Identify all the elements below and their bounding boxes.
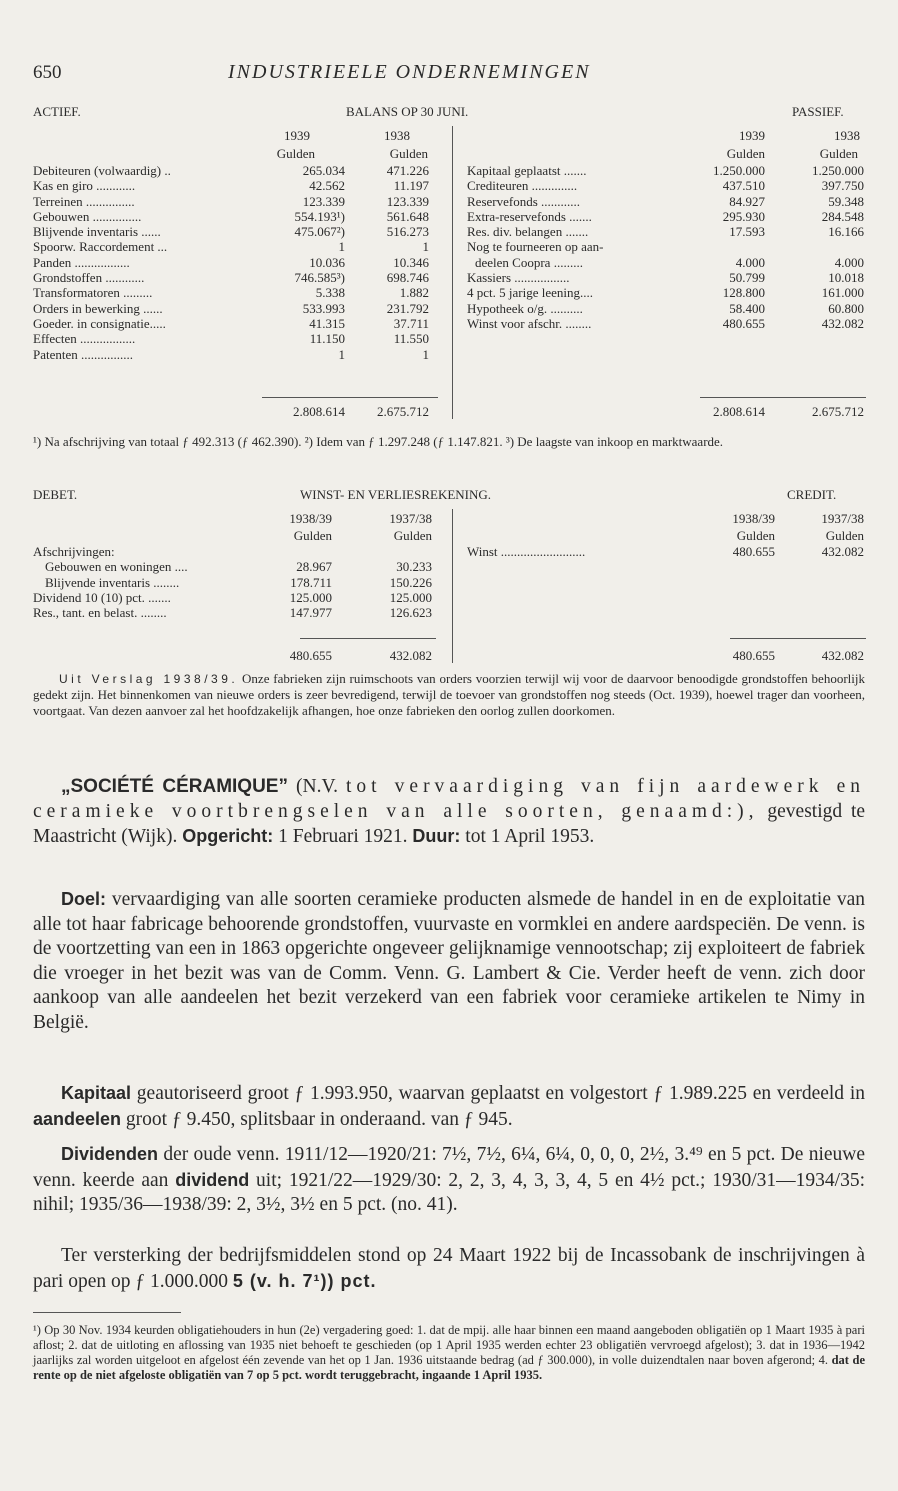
opgericht-label: Opgericht: [182,826,274,846]
debit-unit-1: Gulden [293,528,332,543]
asset-label: Panden ................. [33,254,130,270]
debit-value-1: 125.000 [289,589,332,605]
debit-table [33,544,433,620]
table-row [33,285,433,300]
assets-unit-1: Gulden [276,146,315,161]
table-row [467,255,867,270]
table-row [33,347,433,362]
asset-value-1938: 123.339 [386,193,429,209]
debit-value-1: 28.967 [296,559,332,575]
table-row [467,224,867,239]
liability-label: Nog te fourneeren op aan- [467,239,604,255]
table-row [467,209,867,224]
aandeelen-label: aandeelen [33,1108,122,1129]
table-row [467,285,867,300]
liability-value-1938: 60.800 [828,300,864,316]
duur-value: tot 1 April 1953. [465,826,595,847]
table-row [33,194,433,209]
balance-footnote: ¹) Na afschrijving van totaal ƒ 492.313 (ƒ 462.390). ²) Idem van ƒ 1.297.248 (ƒ 1.147.821. ³) De laagste van inkoop en marktwaarde. [33,434,724,449]
liability-label: Winst voor afschr. ........ [467,315,592,331]
assets-total-1938: 2.675.712 [377,404,429,419]
liability-value-1938: 397.750 [821,178,864,194]
asset-label: Patenten ................ [33,346,134,362]
liability-value-1938: 161.000 [821,285,864,301]
credit-total-1: 480.655 [732,648,775,663]
debit-label: Blijvende inventaris ........ [45,574,180,590]
asset-value-1938: 1.882 [399,285,429,301]
asset-value-1939: 10.036 [309,254,345,270]
pnl-title: WINST- EN VERLIESREKENING. [300,487,492,502]
asset-label: Kas en giro ............ [33,178,136,194]
liability-value-1938: 59.348 [828,193,864,209]
asset-value-1939: 123.339 [302,193,345,209]
debit-total-1: 480.655 [289,648,332,663]
verslag-heading: Uit Verslag 1938/39. [59,672,239,686]
liability-value-1939: 480.655 [722,315,765,331]
table-row [33,270,433,285]
kapitaal-label: Kapitaal [61,1083,132,1103]
liability-label: 4 pct. 5 jarige leening.... [467,285,593,301]
credit-year-2: 1937/38 [821,511,864,526]
debit-label: Dividend 10 (10) pct. ....... [33,589,171,605]
debit-value-2: 30.233 [396,559,432,575]
assets-table [33,163,433,362]
doel-label: Doel: [61,889,106,909]
table-row [33,590,433,605]
dividenden-label: Dividenden [61,1144,159,1164]
liabilities-total-1938: 2.675.712 [812,404,864,419]
table-row [33,209,433,224]
credit-value-2: 432.082 [821,544,864,559]
liability-value-1939: 128.800 [722,285,765,301]
pnl-debet-label: DEBET. [33,487,78,502]
balance-title: BALANS OP 30 JUNI. [346,104,469,119]
debit-label: Res., tant. en belast. ........ [33,605,167,621]
footnote-rule [33,1312,181,1313]
asset-value-1939: 533.993 [302,300,345,316]
dividenden-text-1: der oude venn. 1911/12—1920/21: 7½, 7½, 6¼, 6¼, 0, 0, 0, 2½, 3.⁴⁹ en 5 pct. De nieuwe venn. keerde aan [33,1144,865,1191]
asset-label: Gebouwen ............... [33,208,142,224]
table-row [33,316,433,331]
liability-label: Crediteuren .............. [467,178,578,194]
asset-value-1939: 5.338 [315,285,345,301]
assets-unit-2: Gulden [389,146,428,161]
liabilities-table [467,163,867,331]
liability-value-1938: 16.166 [828,224,864,240]
asset-value-1939: 475.067²) [294,224,345,240]
asset-label: Orders in bewerking ...... [33,300,163,316]
asset-label: Spoorw. Raccordement ... [33,239,168,255]
table-row [467,301,867,316]
versterking-bold: 5 (v. h. 7¹)) pct. [232,1270,377,1291]
asset-label: Grondstoffen ............ [33,270,145,286]
credit-unit-2: Gulden [825,528,864,543]
credit-label: Winst .......................... [467,544,586,559]
pnl-credit-label: CREDIT. [787,487,837,502]
company-description: tot vervaardiging van fijn aardewerk en ceramieke voortbrengselen van alle soorten, genaamd:), [33,776,866,822]
asset-label: Goeder. in consignatie..... [33,315,166,331]
liability-value-1939: 50.799 [729,270,765,286]
debit-label: Afschrijvingen: [33,544,115,559]
asset-label: Debiteuren (volwaardig) .. [33,163,171,178]
assets-total-rule [262,397,438,398]
liability-label: deelen Coopra ......... [475,254,583,270]
debit-value-2: 150.226 [389,574,432,590]
table-row [467,239,867,254]
table-row [33,163,433,178]
debit-total-2: 432.082 [389,648,432,663]
debit-value-1: 147.977 [289,605,332,621]
asset-value-1938: 561.648 [386,208,429,224]
liability-label: Hypotheek o/g. .......... [467,300,583,316]
debit-year-1: 1938/39 [289,511,332,526]
assets-year-1938: 1938 [384,128,410,143]
table-row [467,178,867,193]
asset-value-1939: 41.315 [309,315,345,331]
table-row [467,194,867,209]
liability-value-1939: 4.000 [735,254,765,270]
verslag-text: Onze fabrieken zijn ruimschoots van orders voorzien terwijl wij voor de daarvoor benoodigde grondstoffen behoorlijk gedekt zijn. Het binnenkomen van nieuwe orders is zeer bevredigend, terwijl de toevoer van grondstoffen nog steeds (Oct. 1939), hoewel trager dan voorheen, voortgaat. Van dezen aanvoer zal het hoofdzakelijk afhangen, hoe onze fabrieken den oorlog zullen doorkomen. [33,671,865,718]
credit-total-2: 432.082 [821,648,864,663]
liability-label: Extra-reservefonds ....... [467,208,592,224]
credit-table [467,544,867,559]
table-row [33,301,433,316]
liability-value-1938: 1.250.000 [812,163,864,178]
balance-actief-label: ACTIEF. [33,104,81,119]
liability-value-1938: 4.000 [834,254,864,270]
company-nv: (N.V. [296,776,338,797]
liability-value-1939: 58.400 [729,300,765,316]
asset-value-1939: 265.034 [302,163,345,178]
table-row [467,316,867,331]
doel-text: vervaardiging van alle soorten ceramieke producten alsmede de handel in en de exploitatie van alle tot haar fabricage behoorende grondstoffen, vuurvaste en vormklei en andere aardspeciën. De venn. is de voortzetting van een in 1863 opgerichte ongeveer gelijknamige vennootschap; zij exploiteert de fabriek die vroeger in het bezit was van de Comm. Venn. G. Lambert & Cie. Verder heeft de venn. zich door aankoop van alle aandeelen het bezit verzekerd van een fabriek voor ceramieke artikelen te Nimy in België. [33,889,865,1033]
table-row [467,270,867,285]
debit-label: Gebouwen en woningen .... [45,559,188,575]
liability-value-1939: 295.930 [722,208,765,224]
table-row [33,331,433,346]
company-name: „SOCIÉTÉ CÉRAMIQUE” [61,776,288,797]
debit-value-2: 126.623 [389,605,432,621]
table-row [33,239,433,254]
liability-value-1939: 84.927 [729,193,765,209]
debit-year-2: 1937/38 [389,511,432,526]
liab-unit-2: Gulden [819,146,858,161]
debit-unit-2: Gulden [393,528,432,543]
table-row [33,178,433,193]
liab-unit-1: Gulden [726,146,765,161]
credit-total-rule [730,638,866,639]
asset-value-1938: 1 [422,239,429,255]
assets-year-1939: 1939 [284,128,310,143]
company-seat: gevestigd te Maastricht (Wijk). [33,800,866,847]
table-row [33,559,433,574]
liabilities-total-rule [700,397,866,398]
asset-value-1938: 698.746 [386,270,429,286]
liability-value-1939: 437.510 [722,178,765,194]
table-row [33,605,433,620]
asset-value-1938: 471.226 [386,163,429,178]
table-row [33,544,433,559]
credit-value-1: 480.655 [732,544,775,559]
table-row [467,163,867,178]
asset-label: Effecten ................. [33,331,136,347]
debit-total-rule [300,638,436,639]
liab-year-1939: 1939 [739,128,765,143]
debit-value-2: 125.000 [389,589,432,605]
liability-value-1939: 1.250.000 [713,163,765,178]
page-title: INDUSTRIEELE ONDERNEMINGEN [228,61,591,83]
liability-label: Kassiers ................. [467,270,570,286]
table-row [33,575,433,590]
credit-year-1: 1938/39 [732,511,775,526]
balance-divider [452,126,453,419]
asset-label: Transformatoren ......... [33,285,153,301]
table-row [33,224,433,239]
kapitaal-paragraph [33,1081,865,1132]
asset-value-1938: 37.711 [393,315,429,331]
liability-value-1939: 17.593 [729,224,765,240]
company-section [33,775,865,850]
credit-unit-1: Gulden [736,528,775,543]
asset-value-1938: 1 [422,346,429,362]
asset-value-1938: 11.197 [393,178,429,194]
liabilities-total-1939: 2.808.614 [713,404,765,419]
verslag-paragraph [33,671,865,719]
liability-value-1938: 284.548 [821,208,864,224]
bottom-footnote-bold: dat de rente op de niet afgeloste obligatiën van 7 op 5 pct. wordt teruggebracht, ingaande 1 April 1935. [33,1353,865,1382]
asset-value-1938: 231.792 [386,300,429,316]
liability-value-1938: 10.018 [828,270,864,286]
dividend-label: dividend [175,1169,250,1190]
opgericht-value: 1 Februari 1921. [278,826,408,847]
dividenden-paragraph [33,1142,865,1218]
asset-label: Blijvende inventaris ...... [33,224,161,240]
liab-year-1938: 1938 [834,128,860,143]
versterking-paragraph [33,1244,865,1294]
asset-value-1938: 11.550 [393,331,429,347]
asset-value-1939: 42.562 [309,178,345,194]
asset-value-1938: 516.273 [386,224,429,240]
asset-value-1939: 11.150 [309,331,345,347]
liability-value-1938: 432.082 [821,315,864,331]
dividenden-text-2: uit; 1921/22—1929/30: 2, 2, 3, 4, 3, 3, 4, 5 en 4½ pct.; 1930/31—1934/35: nihil; 1935/36—1938/39: 2, 3½, 3½ en 5 pct. (no. 41). [33,1169,866,1215]
debit-value-1: 178.711 [290,574,332,590]
balance-passief-label: PASSIEF. [792,104,844,119]
asset-value-1939: 1 [338,239,345,255]
duur-label: Duur: [412,826,461,846]
asset-value-1939: 746.585³) [294,270,345,286]
liability-label: Kapitaal geplaatst ....... [467,163,587,178]
doel-paragraph [33,887,865,1035]
asset-label: Terreinen ............... [33,193,135,209]
asset-value-1938: 10.346 [393,254,429,270]
bottom-footnote [33,1323,865,1383]
bottom-footnote-text: ¹) Op 30 Nov. 1934 keurden obligatiehouders in hun (2e) vergadering goed: 1. dat de mpij. alle haar binnen een maand aangeboden obligatiën op 1 Maart 1935 à pari aflost; 2. dat de uitloting en aflossing van 1935 niet behoeft te geschieden (op 1 April 1935 werden echter 23 obligatiën vervroegd afgelost); 3. dat in 1936—1942 jaarlijks zal worden uitgeloot en afgelost één zevende van het op 1 Jan. 1936 uitstaande bedrag (ad ƒ 300.000), in volle duizendtalen naar boven afgerond; 4. [33,1323,865,1367]
pnl-divider [452,509,453,663]
kapitaal-text-2: groot ƒ 9.450, splitsbaar in onderaand. van ƒ 945. [125,1108,513,1130]
table-row [33,255,433,270]
page-number: 650 [33,62,62,83]
asset-value-1939: 554.193¹) [294,208,345,224]
assets-total-1939: 2.808.614 [293,404,345,419]
table-row [467,544,867,559]
kapitaal-text-1: geautoriseerd groot ƒ 1.993.950, waarvan geplaatst en volgestort ƒ 1.989.225 en verdeeld in [136,1083,865,1104]
liability-label: Res. div. belangen ....... [467,224,589,240]
liability-label: Reservefonds ............ [467,193,581,209]
asset-value-1939: 1 [338,346,345,362]
versterking-text: Ter versterking der bedrijfsmiddelen stond op 24 Maart 1922 bij de Incassobank de inschrijvingen à pari open op ƒ 1.000.000 [33,1245,865,1292]
